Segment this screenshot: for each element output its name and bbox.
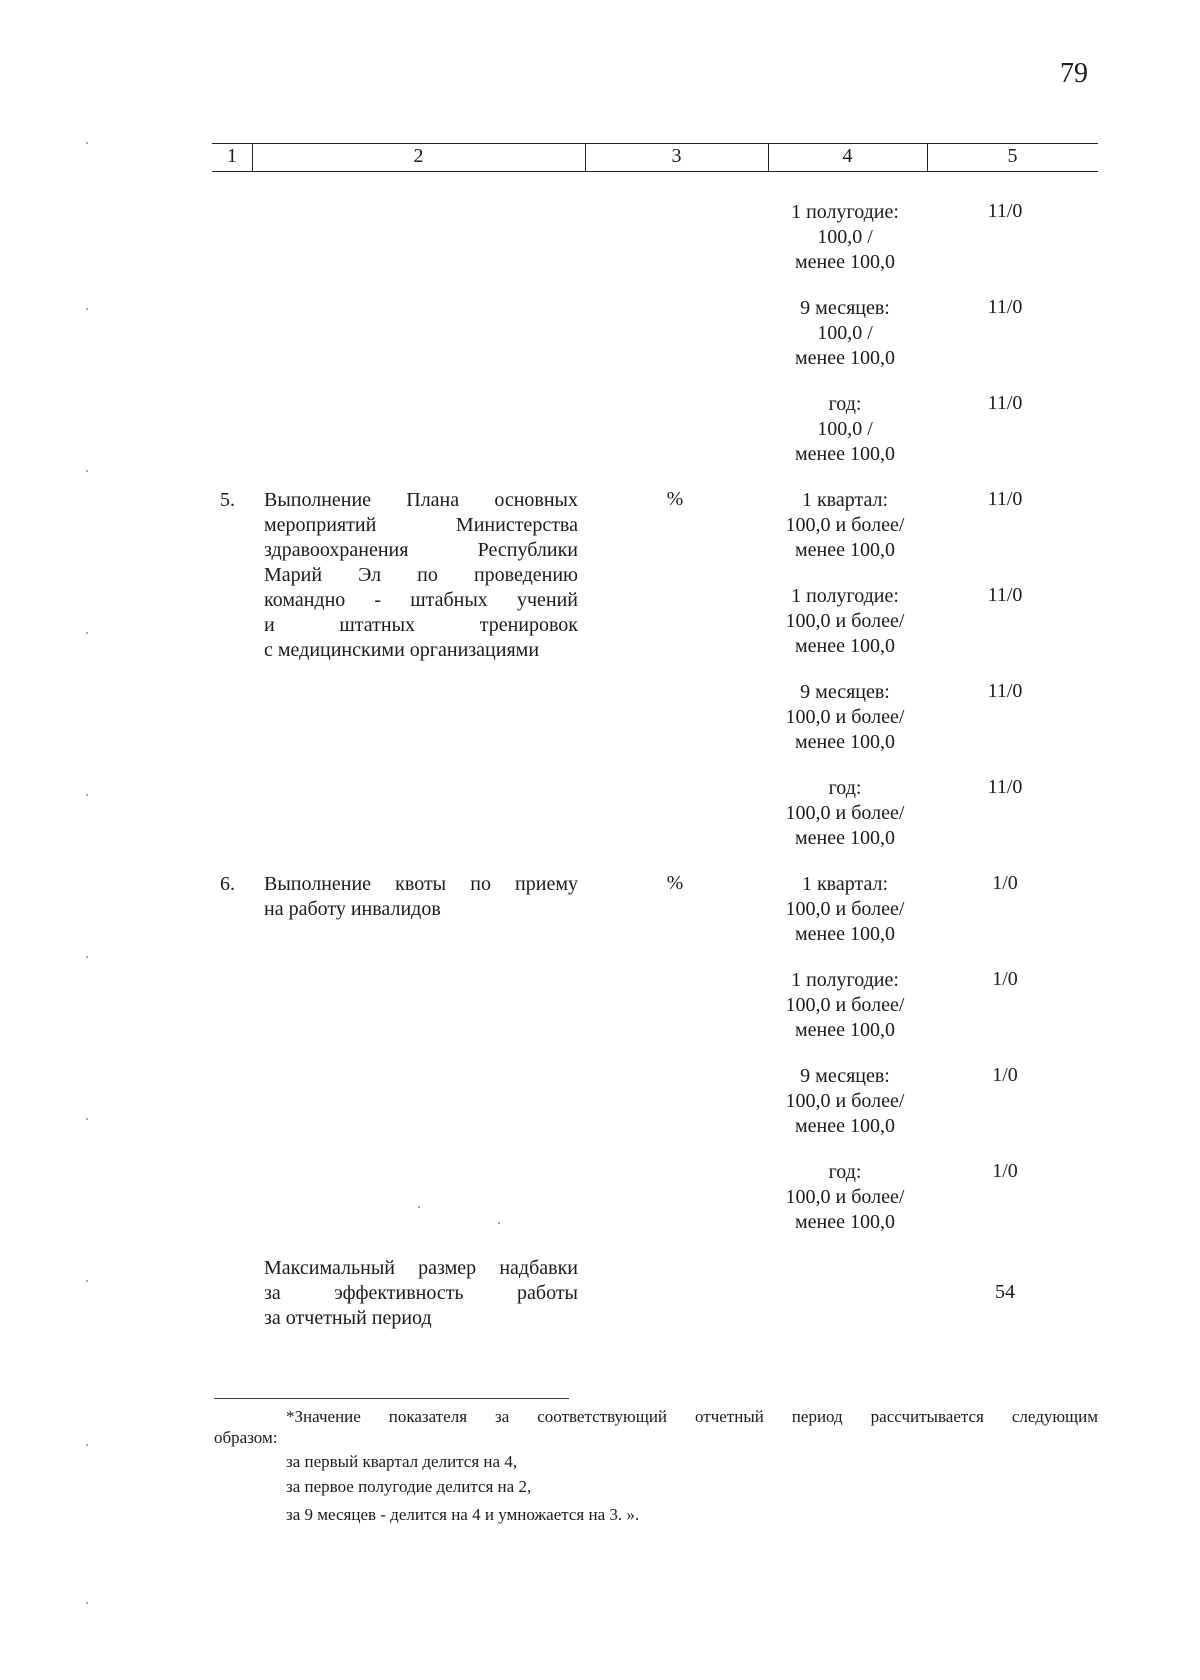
criterion-cell	[745, 1064, 945, 1139]
criterion-value: 100,0 /	[817, 226, 873, 248]
footnote-rule	[214, 1398, 569, 1399]
criterion-period: год:	[828, 1161, 862, 1183]
description-line: с медицинскими организациями	[264, 639, 540, 661]
column-header-3: 3	[671, 145, 682, 167]
scan-speck	[86, 470, 88, 472]
points-cell: 1/0	[992, 1160, 1018, 1182]
description-line: Марий Эл по проведению	[264, 564, 578, 586]
criterion-cell	[745, 296, 945, 371]
column-header-1: 1	[227, 145, 237, 167]
description-line: здравоохранения Республики	[264, 539, 578, 561]
criterion-value: 100,0 и более/	[785, 898, 905, 920]
points-cell: 1/0	[992, 872, 1018, 894]
indicator-description	[264, 872, 578, 922]
criterion-value: 100,0 и более/	[785, 1090, 905, 1112]
criterion-value: 100,0 /	[817, 322, 873, 344]
criterion-less: менее 100,0	[795, 347, 895, 369]
row-number: 6.	[220, 873, 235, 895]
scan-speck	[86, 956, 88, 958]
scan-speck	[86, 1280, 88, 1282]
criterion-less: менее 100,0	[795, 827, 895, 849]
table-header-bottom-rule	[212, 171, 1098, 172]
footnote-item: за первое полугодие делится на 2,	[286, 1477, 532, 1496]
page-number: 79	[1060, 58, 1088, 89]
criterion-cell	[745, 488, 945, 563]
criterion-less: менее 100,0	[795, 443, 895, 465]
points-cell: 11/0	[987, 296, 1023, 318]
criterion-cell	[745, 680, 945, 755]
points-cell: 11/0	[987, 488, 1023, 510]
description-line: Выполнение Плана основных	[264, 489, 578, 511]
description-line: за эффективность работы	[264, 1282, 578, 1304]
points-cell: 1/0	[992, 1064, 1018, 1086]
criterion-less: менее 100,0	[795, 1211, 895, 1233]
criterion-period: 1 полугодие:	[791, 969, 899, 991]
criterion-less: менее 100,0	[795, 539, 895, 561]
criterion-value: 100,0 и более/	[785, 706, 905, 728]
criterion-cell	[745, 776, 945, 851]
criterion-cell	[745, 584, 945, 659]
criterion-period: 9 месяцев:	[800, 297, 890, 319]
criterion-cell	[745, 392, 945, 467]
row-number: 5.	[220, 489, 235, 511]
description-line: командно - штабных учений	[264, 589, 578, 611]
scan-speck	[86, 308, 88, 310]
points-cell: 11/0	[987, 776, 1023, 798]
criterion-value: 100,0 и более/	[785, 514, 905, 536]
table-header-top-rule	[212, 143, 1098, 144]
scan-speck	[86, 1118, 88, 1120]
scan-speck	[86, 794, 88, 796]
points-cell: 11/0	[987, 200, 1023, 222]
criterion-value: 100,0 и более/	[785, 1186, 905, 1208]
criterion-period: 1 полугодие:	[791, 585, 899, 607]
scan-speck	[498, 1222, 500, 1224]
description-line: на работу инвалидов	[264, 898, 441, 920]
column-header-4: 4	[842, 145, 853, 167]
total-description	[264, 1256, 578, 1331]
criterion-less: менее 100,0	[795, 1019, 895, 1041]
description-line: Максимальный размер надбавки	[264, 1257, 578, 1279]
description-line: мероприятий Министерства	[264, 514, 578, 536]
criterion-less: менее 100,0	[795, 923, 895, 945]
criterion-cell	[745, 872, 945, 947]
indicator-description	[264, 488, 578, 663]
criterion-cell	[745, 1160, 945, 1235]
criterion-cell	[745, 200, 945, 275]
criterion-period: год:	[828, 393, 862, 415]
footnote-first-line: *Значение показателя за соответствующий отчетный период рассчитывается следующим	[286, 1407, 1098, 1426]
description-line: Выполнение квоты по приему	[264, 873, 578, 895]
unit-cell: %	[666, 488, 684, 510]
footnote-text	[214, 1406, 1098, 1448]
criterion-less: менее 100,0	[795, 731, 895, 753]
scan-speck	[86, 1444, 88, 1446]
criterion-period: 1 квартал:	[801, 489, 889, 511]
criterion-period: 9 месяцев:	[800, 681, 890, 703]
scan-speck	[86, 632, 88, 634]
scan-speck	[418, 1206, 420, 1208]
criterion-period: 9 месяцев:	[800, 1065, 890, 1087]
description-line: за отчетный период	[264, 1307, 432, 1329]
criterion-value: 100,0 и более/	[785, 802, 905, 824]
column-header-2: 2	[413, 145, 424, 167]
criterion-value: 100,0 и более/	[785, 994, 905, 1016]
criterion-period: 1 полугодие:	[791, 201, 899, 223]
footnote-item: за 9 месяцев - делится на 4 и умножается на 3. ».	[286, 1505, 640, 1524]
criterion-less: менее 100,0	[795, 1115, 895, 1137]
points-cell: 11/0	[987, 392, 1023, 414]
description-line: и штатных тренировок	[264, 614, 578, 636]
footnote-item: за первый квартал делится на 4,	[286, 1452, 518, 1471]
criterion-period: год:	[828, 777, 862, 799]
column-header-5: 5	[1007, 145, 1018, 167]
criterion-value: 100,0 и более/	[785, 610, 905, 632]
points-cell: 1/0	[992, 968, 1018, 990]
points-cell: 11/0	[987, 584, 1023, 606]
criterion-value: 100,0 /	[817, 418, 873, 440]
points-cell: 11/0	[987, 680, 1023, 702]
criterion-less: менее 100,0	[795, 251, 895, 273]
scan-speck	[86, 1602, 88, 1604]
criterion-cell	[745, 968, 945, 1043]
footnote-continuation: образом:	[214, 1428, 278, 1447]
unit-cell: %	[666, 872, 684, 894]
criterion-period: 1 квартал:	[801, 873, 889, 895]
total-points: 54	[995, 1281, 1015, 1303]
scan-speck	[86, 142, 88, 144]
criterion-less: менее 100,0	[795, 635, 895, 657]
